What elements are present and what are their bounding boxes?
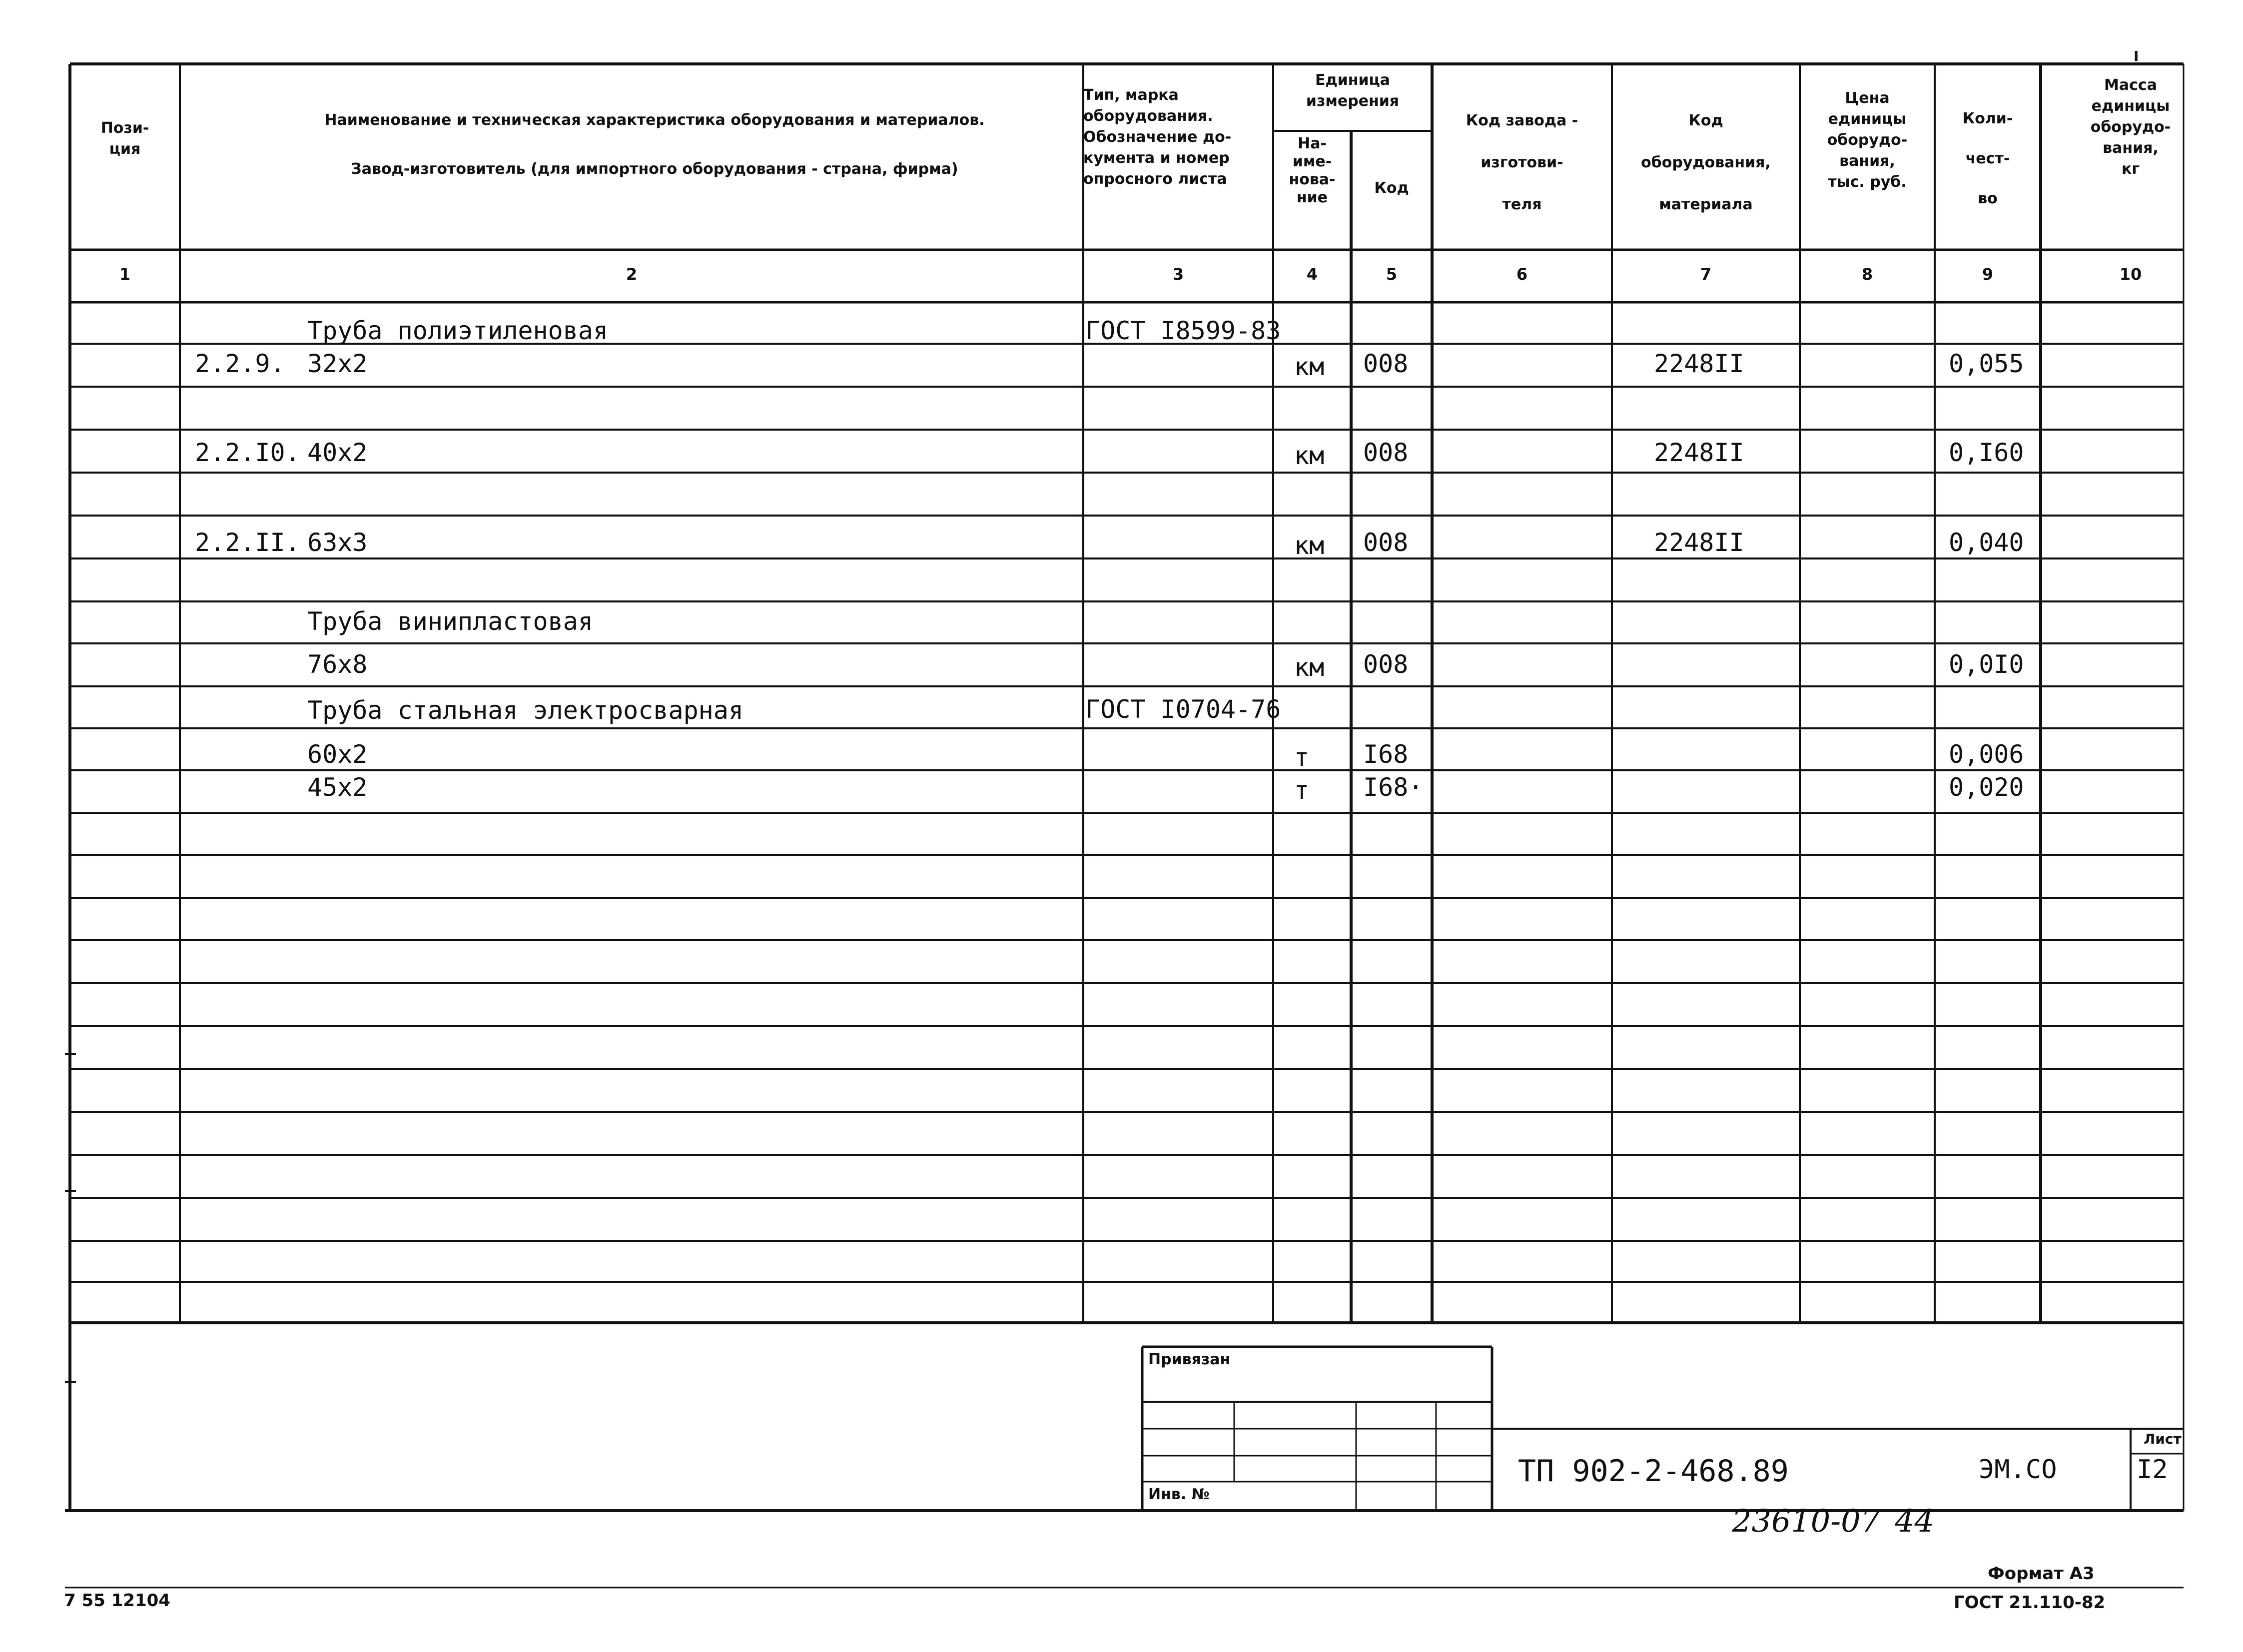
row-unit: км [1294,352,1325,381]
row-quantity: 0,020 [1949,773,2024,802]
stamp-bound-label: Привязан [1148,1351,1231,1368]
header-quantity: Коли- чест- во [1962,110,2013,207]
row-material-code: 2248II [1654,438,1744,467]
row-name: Труба стальная электросварная [307,696,744,725]
row-name: Труба полиэтиленовая [307,316,609,345]
header-type-doc: Тип, марка оборудования. Обозначение до- кумента и номер опросного листа [1083,86,1232,188]
stamp-section-code: ЭМ.СО [1979,1455,2057,1485]
column-number: 2 [626,265,638,284]
header-factory-code: Код завода - изготови- теля [1466,112,1578,213]
row-quantity: 0,040 [1949,528,2024,557]
handwritten-page: 44 [1895,1503,1934,1539]
column-number: 10 [2119,265,2142,284]
header-unit-group: Единица измерения [1306,71,1400,110]
row-unit: км [1294,531,1325,560]
row-unit: т [1294,776,1310,805]
row-unit-code: 008 [1363,438,1409,467]
row-position: 2.2.II. [195,528,300,557]
footer-format: Формат А3 [1988,1564,2095,1584]
header-unit-price: Цена единицы оборудо- вания, тыс. руб. [1827,89,1908,191]
row-quantity: 0,006 [1949,740,2024,769]
header-material-code: Код оборудования, материала [1641,112,1771,213]
row-quantity: 0,0I0 [1949,650,2024,679]
stamp-document-number: ТП 902-2-468.89 [1518,1454,1789,1489]
row-name: 76x8 [307,650,368,679]
column-number: 4 [1306,265,1318,284]
row-name: 63x3 [307,528,368,557]
column-number: 6 [1516,265,1528,284]
column-number: 1 [119,265,131,284]
header-unit-mass: Масса единицы оборудо- вания, кг [2090,76,2171,178]
row-unit: км [1294,441,1325,470]
row-unit-code: 008 [1363,528,1409,557]
stamp-inventory-label: Инв. № [1148,1486,1210,1503]
row-position: 2.2.9. [195,349,285,378]
stamp-sheet-label: Лист [2144,1431,2182,1447]
row-unit: км [1294,653,1325,682]
header-unit-code: Код [1374,179,1409,197]
row-document: ГОСТ I8599-83 [1085,316,1281,345]
header-position: Пози- ция [100,119,149,158]
row-name: 40x2 [307,438,368,467]
row-material-code: 2248II [1654,349,1744,378]
column-number: 5 [1386,265,1398,284]
column-number: 3 [1172,265,1184,284]
stamp-sheet-number: I2 [2137,1455,2168,1485]
header-name-line2: Завод-изготовитель (для импортного оборудования - страна, фирма) [351,160,958,178]
column-number: 8 [1861,265,1873,284]
row-unit-code: 008 [1363,349,1409,378]
row-name: 60x2 [307,740,368,769]
header-unit-name: На- име- нова- ние [1289,135,1336,206]
corner-mark: I [2134,48,2139,64]
row-unit: т [1294,743,1310,772]
handwritten-code: 23610-07 [1732,1503,1881,1539]
row-quantity: 0,I60 [1949,438,2024,467]
row-unit-code: I68 [1363,740,1409,769]
header-name-line1: Наименование и техническая характеристика оборудования и материалов. [324,111,985,129]
row-unit-code: 008 [1363,650,1409,679]
footer-print-code: 7 55 12104 [64,1591,170,1611]
column-number: 7 [1700,265,1712,284]
row-name: Труба винипластовая [307,607,593,636]
column-number: 9 [1982,265,1994,284]
row-position: 2.2.I0. [195,438,300,467]
row-unit-code: I68· [1363,773,1424,802]
row-document: ГОСТ I0704-76 [1085,695,1281,724]
row-quantity: 0,055 [1949,349,2024,378]
row-name: 45x2 [307,773,368,802]
row-name: 32x2 [307,349,368,378]
footer-standard: ГОСТ 21.110-82 [1954,1593,2106,1613]
row-material-code: 2248II [1654,528,1744,557]
